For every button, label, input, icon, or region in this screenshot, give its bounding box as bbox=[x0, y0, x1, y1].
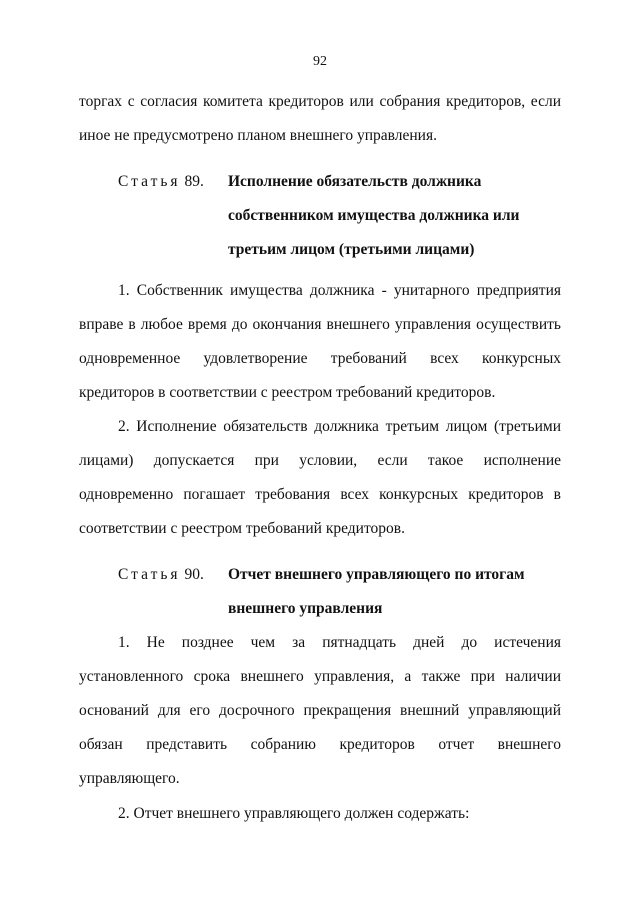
article-word: Статья bbox=[118, 566, 181, 583]
article-number: 89. bbox=[184, 173, 204, 190]
article-title: Исполнение обязательств должника bbox=[228, 173, 482, 190]
article-word: Статья bbox=[118, 173, 181, 190]
paragraph-line: 2. Исполнение обязательств должника третьим лицом (третьими bbox=[118, 418, 561, 435]
paragraph-line: установленного срока внешнего управления, а также при наличии bbox=[79, 668, 561, 685]
continuation-line: иное не предусмотрено планом внешнего управления. bbox=[79, 127, 437, 144]
paragraph-line: обязан представить собранию кредиторов отчет внешнего bbox=[79, 736, 561, 753]
paragraph-line: 1. Не позднее чем за пятнадцать дней до истечения bbox=[118, 634, 561, 651]
article-title: собственником имущества должника или bbox=[228, 207, 520, 224]
paragraph-line: одновременно погашает требования всех конкурсных кредиторов в bbox=[79, 486, 561, 503]
page-number: 92 bbox=[313, 54, 327, 69]
paragraph-line: лицами) допускается при условии, если такое исполнение bbox=[79, 452, 561, 469]
paragraph-line: оснований для его досрочного прекращения внешний управляющий bbox=[79, 702, 561, 719]
article-title: третьим лицом (третьими лицами) bbox=[228, 241, 475, 258]
paragraph-line: кредиторов в соответствии с реестром требований кредиторов. bbox=[79, 384, 496, 401]
article-heading-label bbox=[118, 565, 204, 585]
paragraph-line: 2. Отчет внешнего управляющего должен содержать: bbox=[118, 805, 470, 822]
article-title: внешнего управления bbox=[228, 600, 383, 617]
paragraph-line: вправе в любое время до окончания внешнего управления осуществить bbox=[79, 316, 561, 333]
continuation-line: торгах с согласия комитета кредиторов или собрания кредиторов, если bbox=[79, 93, 561, 110]
paragraph-line: одновременное удовлетворение требований всех конкурсных bbox=[79, 350, 561, 367]
paragraph-line: управляющего. bbox=[79, 770, 180, 787]
paragraph-line: 1. Собственник имущества должника - унитарного предприятия bbox=[118, 282, 561, 299]
article-title: Отчет внешнего управляющего по итогам bbox=[228, 566, 525, 583]
paragraph-line: соответствии с реестром требований кредиторов. bbox=[79, 520, 405, 537]
article-number: 90. bbox=[184, 566, 204, 583]
article-heading-label bbox=[118, 172, 204, 192]
